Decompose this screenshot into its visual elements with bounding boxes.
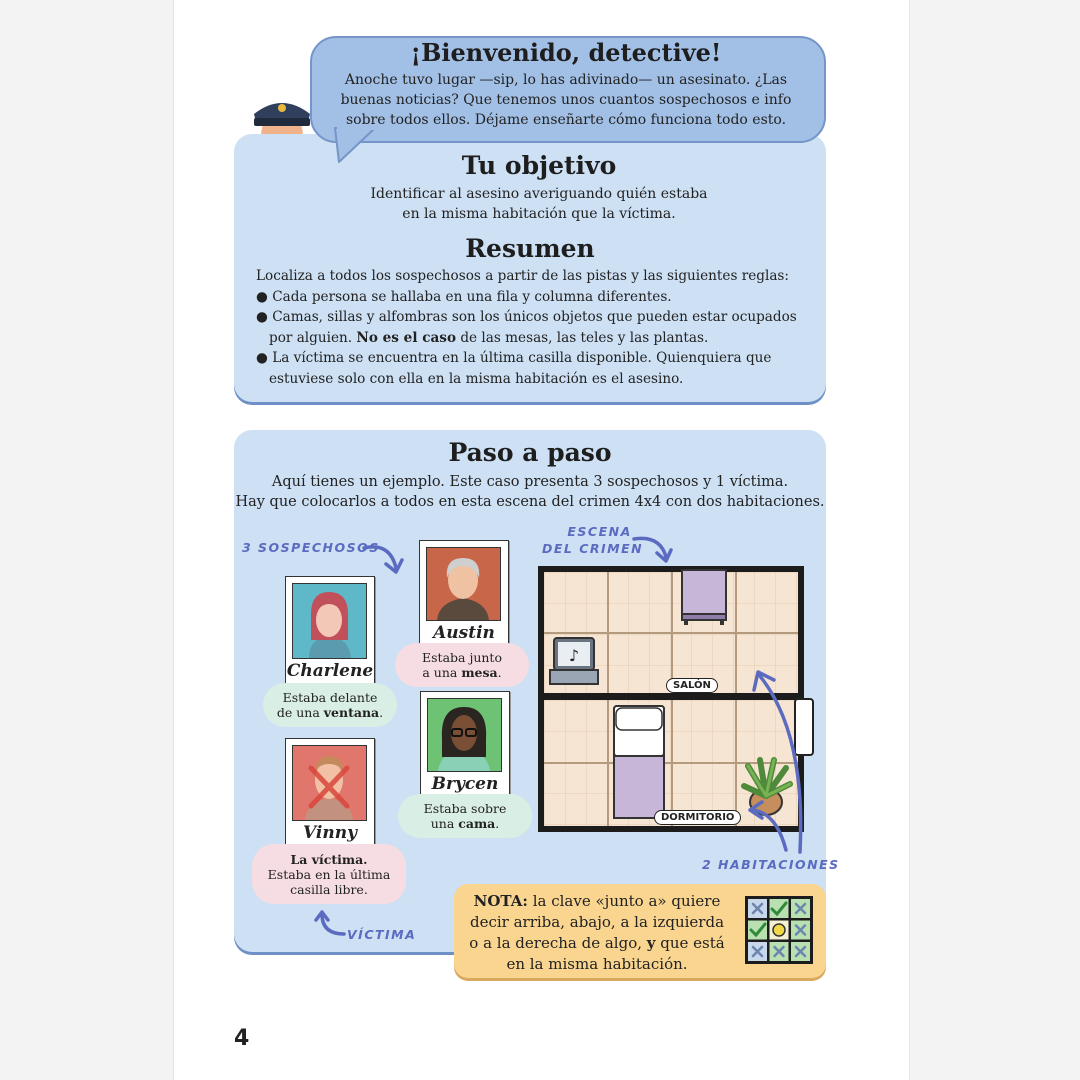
clue-text: a una (422, 665, 462, 680)
suspect-name: Austin (433, 623, 495, 643)
brycen-portrait (427, 698, 502, 772)
steps-line: Hay que colocarlos a todos en esta escena del crimen 4x4 con dos habitaciones. (235, 494, 825, 510)
note-text-span: que está (655, 934, 725, 952)
steps-title: Paso a paso (448, 438, 612, 467)
note-text (462, 891, 732, 975)
clue-vinny (252, 844, 406, 904)
welcome-text (310, 70, 822, 130)
rule-text-cont (256, 328, 816, 349)
man-portrait-icon (427, 548, 500, 620)
clue-text: de una (276, 705, 324, 720)
clue-text: . (379, 705, 384, 720)
note-text-span: la clave «junto a» quiere (527, 892, 721, 910)
clue-line: casilla libre. (290, 881, 368, 897)
note-line (462, 891, 732, 912)
clue-austin (395, 643, 529, 687)
austin-portrait (426, 547, 501, 621)
clue-brycen (398, 794, 532, 838)
curved-arrow-icon (360, 538, 410, 580)
annotation-scene-line: DEL CRIMEN (542, 541, 644, 556)
welcome-line: sobre todos ellos. Déjame enseñarte cómo funciona todo esto. (345, 112, 787, 128)
suspect-card-charlene (285, 576, 375, 686)
objective-text (304, 184, 774, 224)
clue-keyword: La víctima. (290, 851, 368, 867)
welcome-line: Anoche tuvo lugar —sip, lo has adivinado— un asesinato. ¿Las (344, 72, 788, 88)
objective-line: Identificar al asesino averiguando quién estaba (370, 186, 708, 202)
note-line: decir arriba, abajo, a la izquierda (469, 913, 725, 931)
vinny-portrait (292, 745, 367, 821)
victim-card-vinny (285, 738, 375, 848)
rule-text: Camas, sillas y alfombras son los únicos objetos que pueden estar ocupados (272, 309, 797, 325)
clue-line (431, 816, 500, 831)
clue-text: . (495, 816, 500, 831)
suspect-card-austin (419, 540, 509, 648)
clue-line: Estaba en la última (267, 866, 391, 882)
steps-line: Aquí tienes un ejemplo. Este caso presenta 3 sospechosos y 1 víctima. (271, 474, 789, 490)
room-label-living: SALÓN (666, 678, 718, 693)
clue-line: Estaba sobre (423, 801, 507, 816)
suspect-card-brycen (420, 691, 510, 799)
note-emphasis: y (646, 934, 656, 952)
rule-text: La víctima se encuentra en la última casilla disponible. Quienquiera que (272, 350, 772, 366)
curved-arrow-icon (314, 906, 348, 940)
clue-line: Estaba junto (422, 650, 502, 665)
suspect-name: Charlene (286, 661, 374, 681)
curved-arrow-icon (630, 533, 676, 565)
rule-emphasis: No es el caso (356, 329, 457, 346)
curved-arrow-icon (746, 664, 812, 854)
clue-line (277, 705, 383, 720)
note-text-span: o a la derecha de algo, (469, 934, 647, 952)
clue-text: una (430, 816, 459, 831)
room-label-bedroom: DORMITORIO (654, 810, 741, 825)
rule-item: ● La víctima se encuentra en la última casilla disponible. Quienquiera que (256, 350, 772, 366)
man-glasses-portrait-icon (428, 699, 501, 771)
annotation-victim: VÍCTIMA (347, 927, 417, 942)
objective-line: en la misma habitación que la víctima. (402, 206, 676, 222)
rule-item: ● Cada persona se hallaba en una fila y columna diferentes. (256, 288, 672, 305)
objective-title: Tu objetivo (461, 151, 617, 180)
mini-grid-icon (744, 895, 814, 965)
welcome-line: buenas noticias? Que tenemos unos cuantos sospechosos e info (340, 92, 792, 108)
table-icon (678, 568, 730, 626)
tv-icon (548, 636, 600, 686)
woman-portrait-icon (293, 584, 366, 658)
clue-keyword: mesa (461, 665, 498, 680)
summary-rules (256, 266, 816, 389)
rule-text: Cada persona se hallaba en una fila y columna diferentes. (272, 288, 672, 305)
page-number: 4 (234, 1026, 250, 1051)
annotation-scene-line: ESCENA (567, 524, 632, 539)
suspect-name: Brycen (431, 774, 499, 794)
victim-name: Vinny (303, 823, 357, 843)
svg-text:♪: ♪ (568, 646, 580, 665)
annotation-scene (542, 523, 643, 557)
note-line (462, 933, 732, 954)
steps-text (234, 472, 826, 512)
bed-icon (612, 704, 666, 822)
summary-intro: Localiza a todos los sospechosos a partir de las pistas y las siguientes reglas: (256, 268, 789, 284)
clue-keyword: ventana (323, 705, 380, 720)
rule-text: de las mesas, las teles y las plantas. (456, 329, 709, 346)
summary-title: Resumen (465, 234, 595, 263)
clue-keyword: cama (458, 816, 496, 831)
clue-charlene (263, 683, 397, 727)
rule-text: por alguien. (269, 329, 357, 346)
page (173, 0, 910, 1080)
note-label: NOTA: (473, 892, 528, 910)
clue-line: Estaba delante (282, 690, 378, 705)
grid-line (544, 632, 798, 634)
charlene-portrait (292, 583, 367, 659)
clue-text: . (497, 665, 502, 680)
note-line: en la misma habitación. (506, 955, 688, 973)
rule-item: ● Camas, sillas y alfombras son los únicos objetos que pueden estar ocupados (256, 309, 797, 325)
victim-portrait-icon (293, 746, 366, 820)
clue-line (422, 665, 501, 680)
rule-text-cont: estuviese solo con ella en la misma habitación es el asesino. (269, 370, 684, 387)
annotation-rooms: 2 HABITACIONES (702, 857, 840, 872)
annotation-suspects: 3 SOSPECHOSOS (242, 540, 380, 555)
welcome-title: ¡Bienvenido, detective! (410, 38, 722, 67)
